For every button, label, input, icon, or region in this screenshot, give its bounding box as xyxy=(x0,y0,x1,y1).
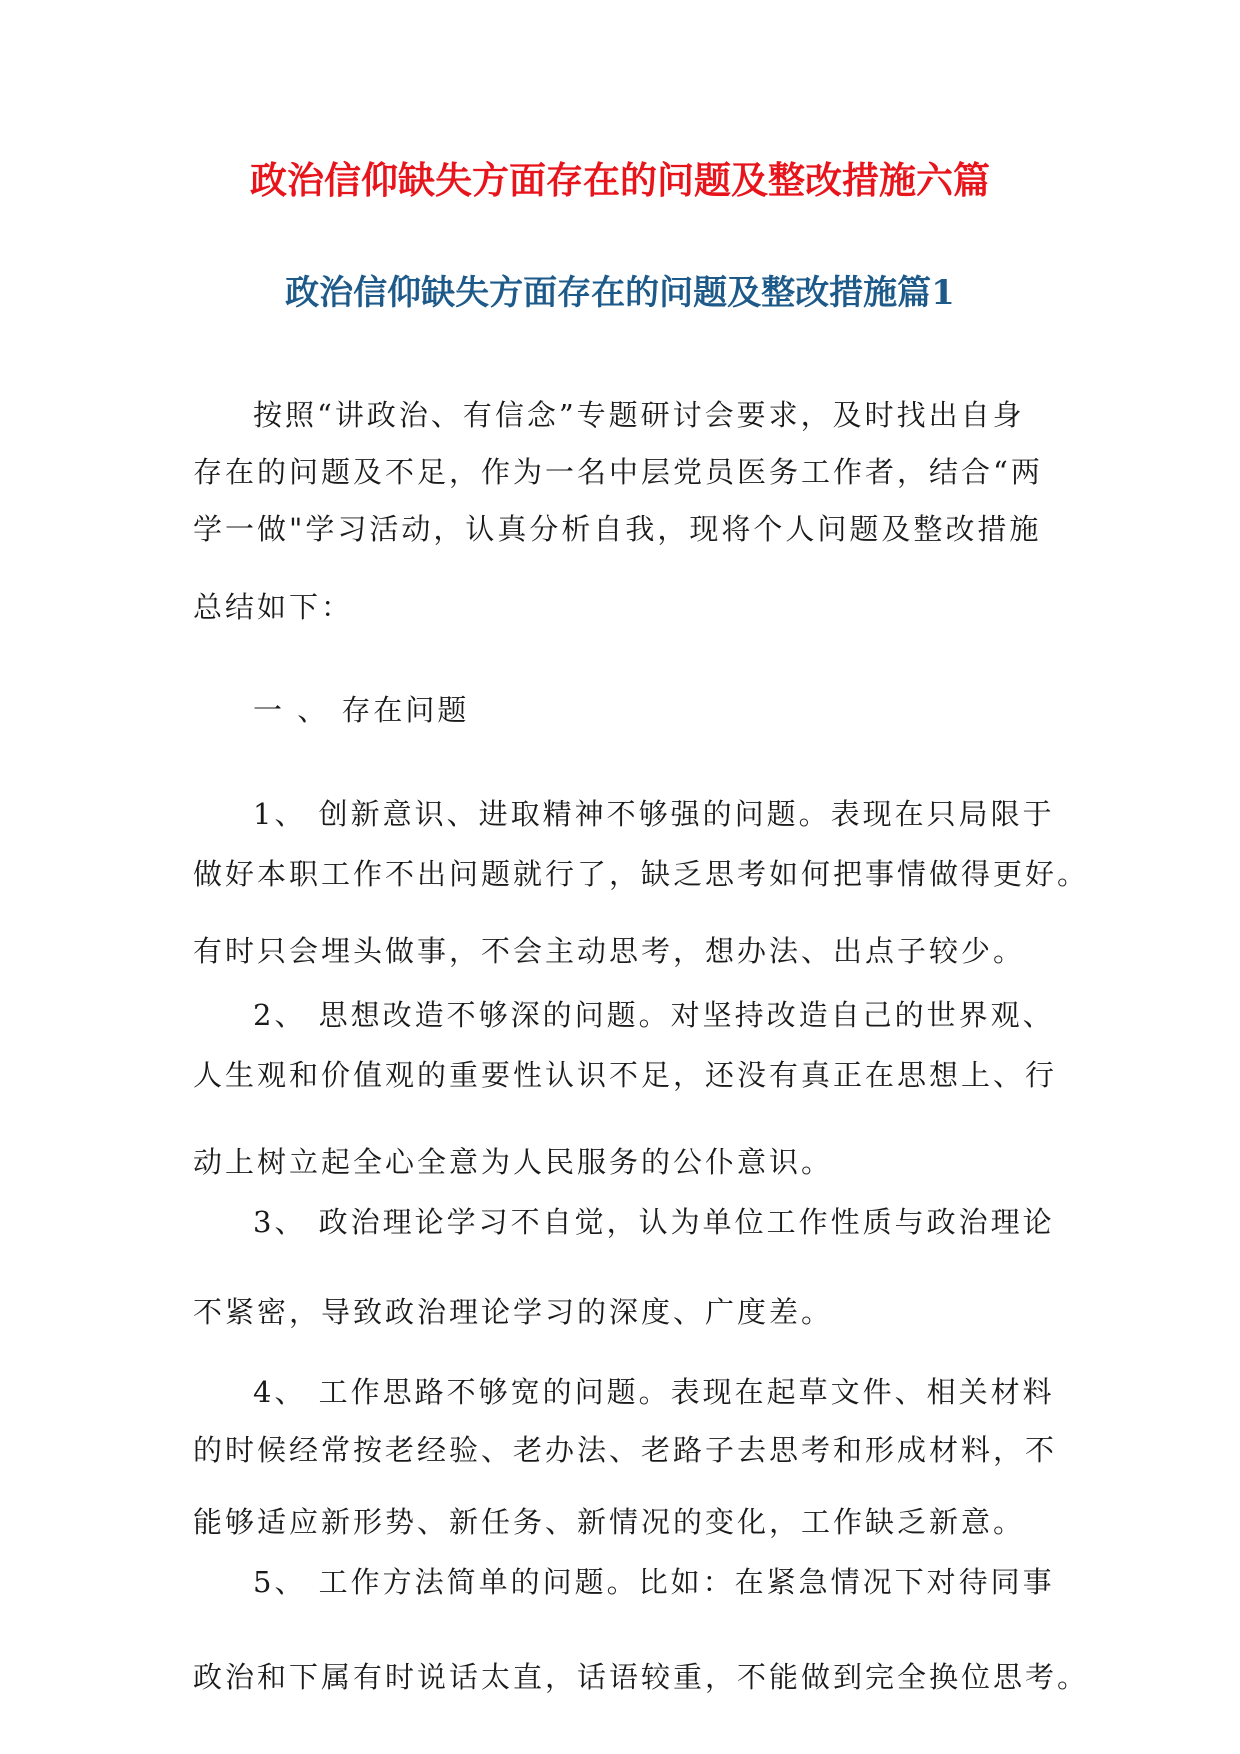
document-subtitle: 政治信仰缺失方面存在的问题及整改措施篇1 xyxy=(285,273,955,313)
item-line: 4、 工作思路不够宽的问题。表现在起草文件、相关材料 xyxy=(253,1375,1055,1409)
intro-line: 学一做"学习活动，认真分析自我，现将个人问题及整改措施 xyxy=(193,512,1042,546)
item-line: 政治和下属有时说话太直，话语较重，不能做到完全换位思考。 xyxy=(193,1660,1090,1694)
intro-line: 总结如下： xyxy=(193,590,354,624)
intro-line: 存在的问题及不足，作为一名中层党员医务工作者，结合“两 xyxy=(193,455,1043,489)
item-line: 做好本职工作不出问题就行了，缺乏思考如何把事情做得更好。 xyxy=(193,857,1090,891)
item-line: 不紧密，导致政治理论学习的深度、广度差。 xyxy=(193,1295,834,1329)
document-title: 政治信仰缺失方面存在的问题及整改措施六篇 xyxy=(250,158,990,202)
item-line: 1、 创新意识、进取精神不够强的问题。表现在只局限于 xyxy=(253,797,1055,831)
intro-line: 按照“讲政治、有信念”专题研讨会要求，及时找出自身 xyxy=(253,398,1025,432)
item-line: 3、 政治理论学习不自觉，认为单位工作性质与政治理论 xyxy=(253,1205,1055,1239)
item-line: 能够适应新形势、新任务、新情况的变化，工作缺乏新意。 xyxy=(193,1505,1026,1539)
item-line: 动上树立起全心全意为人民服务的公仆意识。 xyxy=(193,1145,834,1179)
item-line: 2、 思想改造不够深的问题。对坚持改造自己的世界观、 xyxy=(253,998,1055,1032)
section-heading: 一 、 存在问题 xyxy=(253,693,470,727)
item-line: 人生观和价值观的重要性认识不足，还没有真正在思想上、行 xyxy=(193,1058,1058,1092)
item-line: 的时候经常按老经验、老办法、老路子去思考和形成材料，不 xyxy=(193,1433,1058,1467)
item-line: 有时只会埋头做事，不会主动思考，想办法、出点子较少。 xyxy=(193,934,1026,968)
item-line: 5、 工作方法简单的问题。比如：在紧急情况下对待同事 xyxy=(253,1565,1055,1599)
